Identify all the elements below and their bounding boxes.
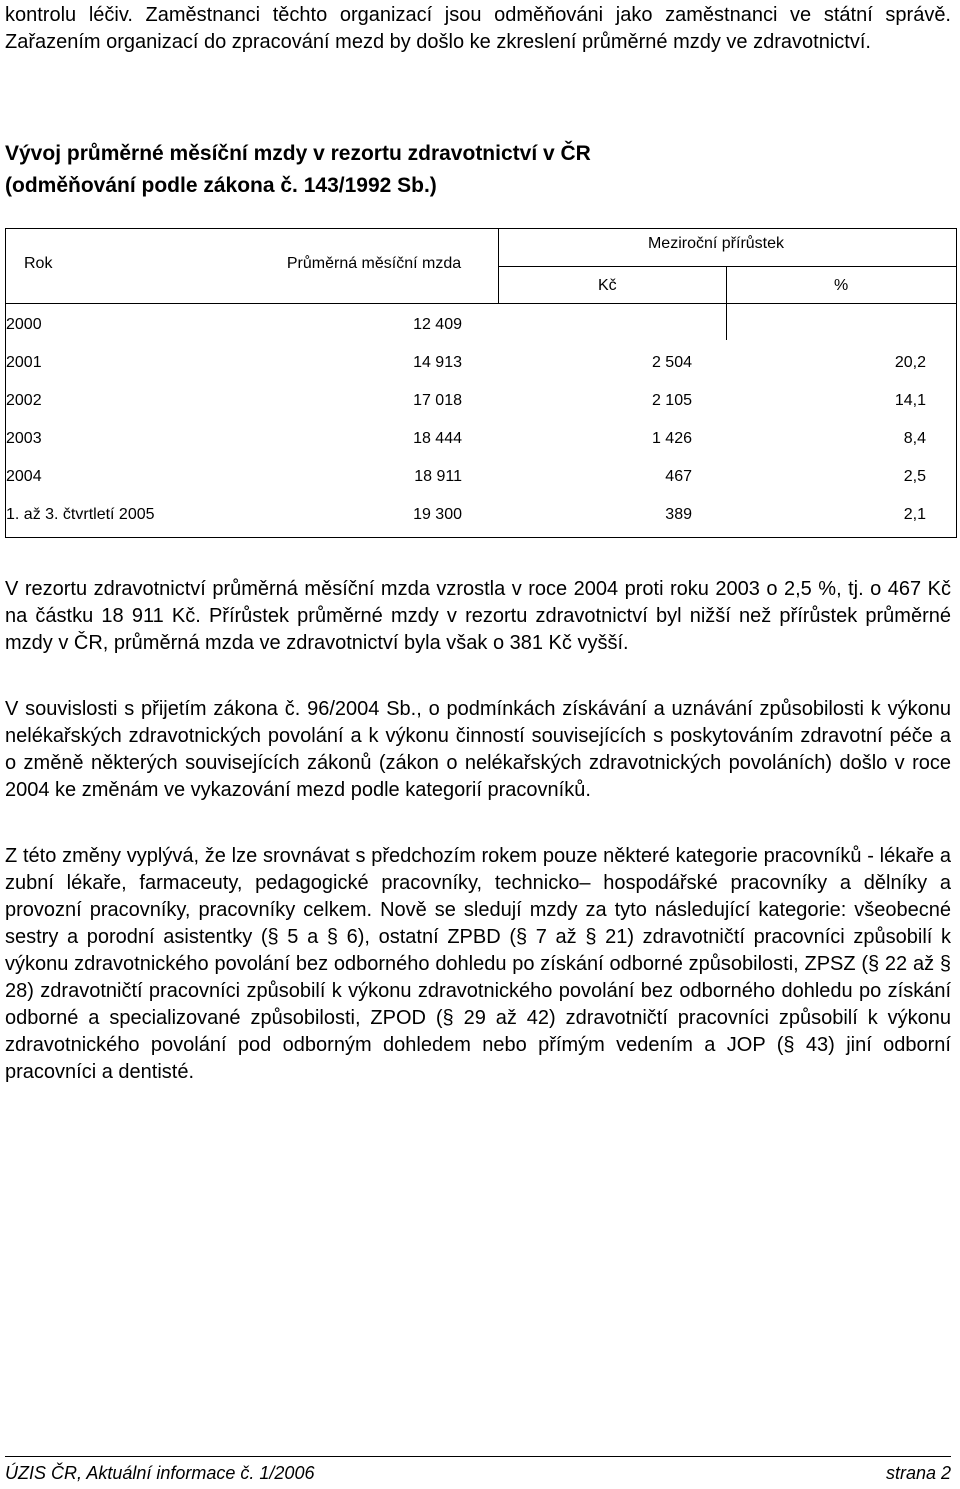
row-year: 2004 — [6, 468, 42, 485]
table-heading — [5, 138, 945, 202]
header-rok: Rok — [24, 255, 53, 272]
row-increase-pct: 14,1 — [894, 392, 926, 409]
heading-line-2: (odměňování podle zákona č. 143/1992 Sb.) — [5, 174, 437, 197]
row-salary: 12 409 — [413, 316, 462, 333]
paragraph-categories: Z této změny vyplývá, že lze srovnávat s předchozím rokem pouze některé kategorie pracovníků - lékaře a zubní lékaře, farmaceuty, pedagogické pracovníky, technicko– hospodářské pracovníky a dělníky a provozní pracovníky, pracovníky celkem. Nově se sledují mzdy za tyto následující kategorie: všeobecné sestry a porodní asistentky (§ 5 a § 6), ostatní ZPBD (§ 7 až § 21) zdravotničtí pracovníci způsobilí k výkonu zdravotnického povolání bez odborného dohledu po získání odborné způsobilosti, ZPSZ (§ 22 až § 28) zdravotničtí pracovníci způsobilí k výkonu zdravotnického povolání bez odborného dohledu po získání odborné a specializované způsobilosti, ZPOD (§ 29 až 42) zdravotničtí pracovníci způsobilí k výkonu zdravotnického povolání pod odborným dohledem nebo přímým vedením a JOP (§ 43) jiní odborní pracovníci a dentisté. — [5, 845, 951, 1083]
row-increase-kc: 2 504 — [651, 354, 692, 371]
row-increase-kc: 467 — [665, 468, 692, 485]
row-salary: 14 913 — [413, 354, 462, 371]
header-pct: % — [834, 277, 849, 294]
row-year: 1. až 3. čtvrtletí 2005 — [6, 506, 155, 523]
row-year: 2001 — [6, 354, 42, 371]
paragraph-salary-growth: V rezortu zdravotnictví průměrná měsíční mzda vzrostla v roce 2004 proti roku 2003 o 2,5 %, tj. o 467 Kč na částku 18 911 Kč. Přírůstek průměrné mzdy v rezortu zdravotnictví byl nižší než přírůstek průměrné mzdy v ČR, průměrná mzda ve zdravotnictví byla však o 381 Kč vyšší. — [5, 578, 951, 654]
row-increase-pct: 20,2 — [894, 354, 926, 371]
row-increase-kc: 389 — [665, 506, 692, 523]
footer-rule — [5, 1456, 951, 1457]
header-prirustek: Meziroční přírůstek — [647, 235, 785, 252]
header-mzda: Průměrná měsíční mzda — [286, 255, 462, 272]
header-kc: Kč — [598, 277, 617, 294]
intro-paragraph: kontrolu léčiv. Zaměstnanci těchto organizací jsou odměňováni jako zaměstnanci ve státní správě. Zařazením organizací do zpracování mezd by došlo ke zkreslení průměrné mzdy ve zdravotnictví. — [5, 4, 951, 53]
footer-page-number: strana 2 — [885, 1463, 951, 1483]
row-year: 2003 — [6, 430, 42, 447]
row-salary: 17 018 — [413, 392, 462, 409]
row-year: 2000 — [6, 316, 42, 333]
row-salary: 18 444 — [413, 430, 462, 447]
row-increase-pct: 2,1 — [903, 506, 926, 523]
col-divider-kc-pct — [726, 266, 727, 340]
paragraph-law-change: V souvislosti s přijetím zákona č. 96/2004 Sb., o podmínkách získávání a uznávání způsobilosti k výkonu nelékařských zdravotnických povolání a k výkonu činností souvisejících s poskytováním zdravotní péče a o změně některých souvisejících zákonů (zákon o nelékařských zdravotnických povoláních) došlo v roce 2004 ke změnám ve vykazování mezd podle kategorií pracovníků. — [5, 698, 951, 801]
subheader-rule — [498, 266, 956, 267]
row-increase-kc: 2 105 — [651, 392, 692, 409]
row-increase-kc: 1 426 — [651, 430, 692, 447]
row-increase-pct: 2,5 — [903, 468, 926, 485]
row-increase-pct: 8,4 — [903, 430, 926, 447]
heading-line-1: Vývoj průměrné měsíční mzdy v rezortu zdravotnictví v ČR — [5, 142, 591, 165]
footer-publication: ÚZIS ČR, Aktuální informace č. 1/2006 — [5, 1463, 315, 1483]
row-salary: 18 911 — [414, 468, 462, 485]
salary-table — [5, 228, 957, 538]
row-salary: 19 300 — [413, 506, 462, 523]
row-year: 2002 — [6, 392, 42, 409]
header-bottom-rule — [6, 303, 956, 304]
